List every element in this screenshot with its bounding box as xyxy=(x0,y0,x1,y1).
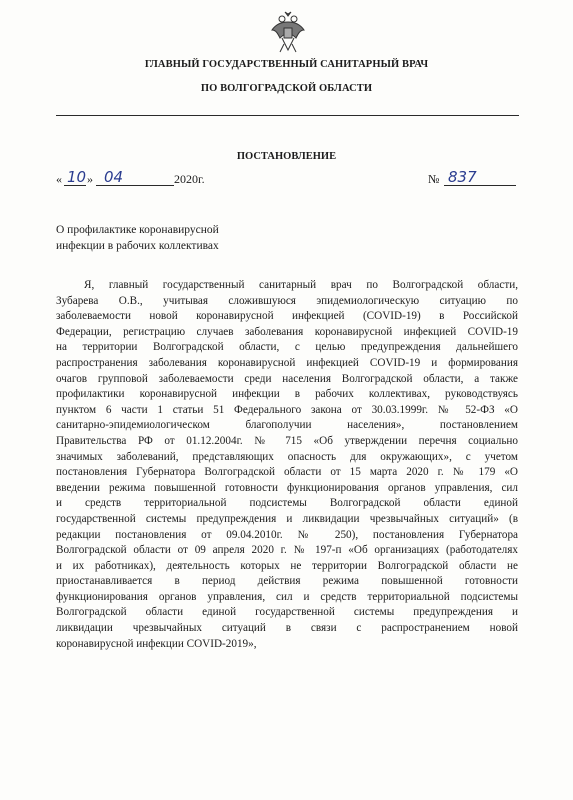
body-line: приостанавливается в период действия режима повышенной готовности xyxy=(56,575,518,588)
number-sign: № xyxy=(428,172,440,186)
body-line: на территории Волгоградской области, с целью предупреждения дальнейшего xyxy=(56,341,518,354)
document-number xyxy=(428,170,528,188)
body-line: постановления Губернатора Волгоградской области от 15 марта 2020 г. № 179 «О xyxy=(56,466,518,479)
body-line: и их работниках), деятельность которых не территории Волгоградской области не xyxy=(56,559,518,572)
body-line: Волгоградской области от 09 апреля 2020 г. № 197-п «Об организациях (работодателях xyxy=(56,544,518,557)
header-divider xyxy=(56,115,519,116)
body-line: Зубарева О.В., учитывая сложившуюся эпидемиологическую ситуацию по xyxy=(56,294,518,307)
body-line: Я, главный государственный санитарный врач по Волгоградской области, xyxy=(84,279,518,291)
date-quote-close: » xyxy=(87,172,93,186)
body-line: редакции постановления от 09.04.2010г. № 250), постановления Губернатора xyxy=(56,528,518,541)
body-line: коронавирусной инфекции COVID-2019», xyxy=(56,637,257,650)
body-line: значимых заболеваний, представляющих опасность для окружающих», с учетом xyxy=(56,450,518,463)
body-line: государственной системы предупреждения и ликвидации чрезвычайных ситуаций» (в xyxy=(56,512,518,525)
body-line: введении режима повышенной готовности функционирования органов управления, сил xyxy=(56,481,518,494)
body-line: пунктом 6 части 1 статьи 51 Федерального закона от 30.03.1999г. № 52-ФЗ «О xyxy=(56,403,518,416)
document-subject xyxy=(56,222,219,254)
coat-of-arms-emblem-icon xyxy=(270,10,306,54)
number-value: 837 xyxy=(448,168,477,186)
document-type-heading: ПОСТАНОВЛЕНИЕ xyxy=(236,151,337,162)
body-line: ликвидации чрезвычайных ситуаций в связи с распространением новой xyxy=(56,622,518,635)
body-line: очагов групповой заболеваемости среди населения Волгоградской области, а также xyxy=(56,372,518,385)
date-month: 04 xyxy=(104,168,124,186)
body-line: и средств территориальной подсистемы Волгоградской области единой xyxy=(56,497,518,510)
body-line: заболеваемости новой коронавирусной инфекцией (COVID-19) в Российской xyxy=(56,310,518,323)
subject-line: О профилактике коронавирусной xyxy=(56,224,219,236)
date-quote-open: « xyxy=(56,172,62,186)
body-line: санитарно-эпидемиологическом благополучии населения», постановлением xyxy=(56,419,518,432)
authority-region: ПО ВОЛГОГРАДСКОЙ ОБЛАСТИ xyxy=(200,83,373,94)
date-year: 2020г. xyxy=(174,172,205,186)
authority-title: ГЛАВНЫЙ ГОСУДАРСТВЕННЫЙ САНИТАРНЫЙ ВРАЧ xyxy=(144,59,429,70)
date-day: 10 xyxy=(67,168,87,186)
body-line: Правительства РФ от 01.12.2004г. № 715 «Об утверждении перечня социально xyxy=(56,434,518,447)
body-line: Федерации, регистрацию случаев заболевания коронавирусной инфекцией COVID-19 xyxy=(56,325,518,338)
body-line: функционирования органов управления, сил и средств территориальной подсистемы xyxy=(56,590,518,603)
body-line: профилактики коронавирусной инфекции в рабочих коллективах, руководствуясь xyxy=(56,388,518,401)
document-body xyxy=(56,278,518,652)
subject-line: инфекции в рабочих коллективах xyxy=(56,240,219,252)
body-line: распространения заболевания коронавирусной инфекцией COVID-19 и формирования xyxy=(56,356,518,369)
body-line: Волгоградской области единой государственной системы предупреждения и xyxy=(56,606,518,619)
